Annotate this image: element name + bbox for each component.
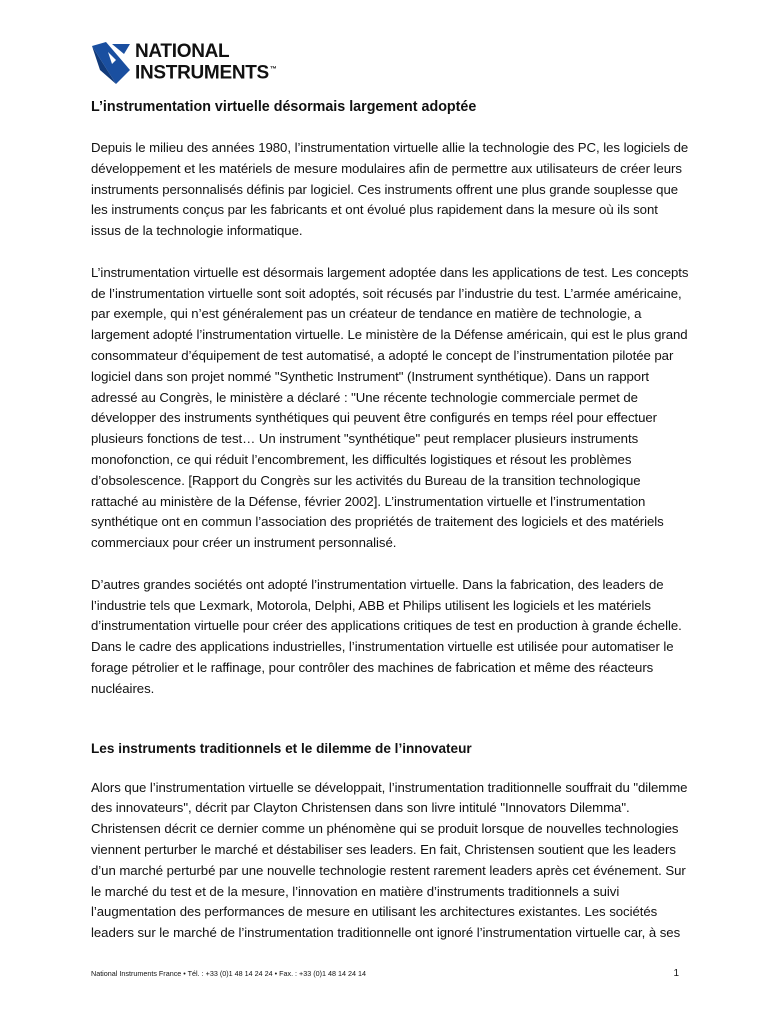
logo-line-1: NATIONAL	[135, 41, 230, 63]
national-instruments-logo-icon	[90, 40, 132, 86]
logo-trademark: ™	[269, 66, 277, 74]
document-body	[91, 98, 691, 944]
logo-line-2: INSTRUMENTS	[135, 62, 269, 84]
section-1-paragraph-1: Depuis le milieu des années 1980, l’instrumentation virtuelle allie la technologie des PC, les logiciels de développement et les matériels de mesure modulaires afin de permettre aux utilisateurs de créer leurs instruments personnalisés définis par logiciel. Ces instruments offrent une plus grande souplesse que les instruments conçus par les fabricants et ont évolué plus rapidement dans la mesure où ils sont issus de la technologie informatique.	[91, 140, 689, 239]
footer-contact: National Instruments France • Tél. : +33 (0)1 48 14 24 24 • Fax. : +33 (0)1 48 14 24 14	[91, 969, 366, 978]
section-1-paragraph-2: L’instrumentation virtuelle est désormais largement adoptée dans les applications de test. Les concepts de l’instrumentation virtuelle sont soit adoptés, soit récusés par l’industrie du test. L’armée américaine, par exemple, qui n’est généralement pas un créateur de tendance en matière de technologie, a largement adopté l’instrumentation virtuelle. Le ministère de la Défense américain, qui est le plus grand consommateur d’équipement de test automatisé, a adopté le concept de l’instrumentation pilotée par logiciel dans son projet nommé "Synthetic Instrument" (Instrument synthétique). Dans un rapport adressé au Congrès, le ministère a déclaré : "Une récente technologie commerciale permet de développer des instruments synthétiques qui peuvent être configurés en temps réel pour effectuer plusieurs fonctions de test… Un instrument "synthétique" peut remplacer plusieurs instruments monofonction, ce qui réduit l’encombrement, les difficultés logistiques et résout les problèmes d’obsolescence. [Rapport du Congrès sur les activités du Bureau de la transition technologique rattaché au ministère de la Défense, février 2002]. L’instrumentation virtuelle et l’instrumentation synthétique ont en commun l’association des propriétés de traitement des logiciels et des matériels commerciaux pour créer un instrument personnalisé.	[91, 264, 689, 551]
page-footer	[91, 969, 679, 979]
section-1-title: L’instrumentation virtuelle désormais largement adoptée	[91, 99, 477, 115]
company-logo	[90, 40, 277, 86]
section-2-paragraph-1: Alors que l’instrumentation virtuelle se développait, l’instrumentation traditionnelle souffrait du "dilemme des innovateurs", décrit par Clayton Christensen dans son livre intitulé "Innovators Dilemma". Christensen décrit ce dernier comme un phénomène qui se produit lorsque de nouvelles technologies viennent perturber le marché et déstabiliser ses leaders. En fait, Christensen soutient que les leaders d’un marché perturbé par une nouvelle technologie restent rarement leaders après cet événement. Sur le marché du test et de la mesure, l’innovation en matière d’instruments traditionnels a suivi l’augmentation des performances de mesure en utilisant les architectures existantes. Les sociétés leaders sur le marché de l’instrumentation traditionnelle ont ignoré l’instrumentation virtuelle car, à ses	[91, 779, 688, 941]
section-1-paragraph-3: D’autres grandes sociétés ont adopté l’instrumentation virtuelle. Dans la fabrication, des leaders de l’industrie tels que Lexmark, Motorola, Delphi, ABB et Philips utilisent les logiciels et les matériels d’instrumentation virtuelle pour créer des applications critiques de test en production à grande échelle. Dans le cadre des applications industrielles, l’instrumentation virtuelle est utilisée pour automatiser le forage pétrolier et le raffinage, pour contrôler des machines de fabrication et même des réacteurs nucléaires.	[91, 576, 682, 696]
section-2-title: Les instruments traditionnels et le dilemme de l’innovateur	[91, 740, 472, 756]
page-number: 1	[673, 968, 679, 979]
